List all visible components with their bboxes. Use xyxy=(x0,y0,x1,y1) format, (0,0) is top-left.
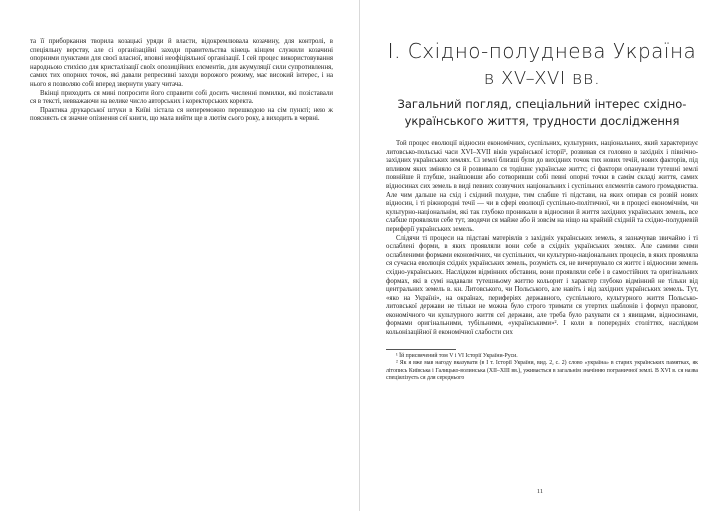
chapter-title-line2: в XV–XVІ вв. xyxy=(483,68,601,89)
footnote-divider xyxy=(386,349,456,350)
footnote: ² Як я вже мав нагоду вказувати (в І т. Історії України, вид. 2, с. 2) слово «україна» в старих українських памятках, як літопись Київська і Галицько-волинська (XII–XIII вв.), уживається в загальнім значінню пограничної землі. В XVI в. ся назва спеціялізуєть ся для середнього xyxy=(386,360,698,382)
body-paragraph: Той процес еволюції відносин економічних, суспільних, культурних, національних, який характеризує литовсько-польські часи XVI–XVII віків української історії¹, розвивав ся головно в західніх і північно-західних українських землях. Сі землі близші були до вихідних точок тих нових течій, нових факторів, під впливом яких зміняло ся й розвивало ся тодішнє українське життє; сі фактори опанували тутешні землі повнійше й глубше, знайшовши або сотворивши собі певні опорні точки в самім складі життя, самих відносинах сих земель в виді певних созвучних національних і суспільних елєментів самого громадянства. Але чим дальше на схід і східний полудне, тим слабше ті підстави, на яких опирав ся розвій нових відносин, і ті ріжнородні течії — чи в сфері еволюції суспільно-політичної, чи в процесі економічнім, чи культурно-національнім, які так глубоко проникали в відносини й життя західних українських земель, все слабше проявляли себе тут, зводячи ся майже або й зовсім на ніщо на крайній східній та східно-полудневій периферії українських земель. xyxy=(386,140,698,233)
footnote: ¹ Їй присвячений том V і VI Історії України-Руси. xyxy=(396,352,518,359)
page-number: 11 xyxy=(536,488,544,495)
chapter-title-line1: І. Східно-полуднева Україна xyxy=(387,39,697,63)
left-paragraph: Практика друкарської штуки в Київі зістала ся непереможно перешкодою на сім пункті; нею ж поясняєть ся значне опізнення сеї книги, що мала вийти ще в лютім сього року, а виходить в червні. xyxy=(30,106,333,123)
chapter-title xyxy=(386,38,698,92)
left-paragraph: та її приборкання творила козацькі уряди й власти, відокремлювала козачину, для контролі, в спеціяльну верству, але сі організаційні заходи правительства кінець кінцем служили козачині опорними пунктами для своєї власної, вповні неофіціяльної організації. І сей процес використовування народньою стихією для кристалізації своїх опозиційних елєментів, для акумуляції сили супротивлення, самих тих опорних точок, які давали репресивні заходи ворожого режиму, має високий інтерес, і на нього я позволяю собі вперед звернути увагу читача. xyxy=(30,38,333,88)
chapter-subtitle: Загальний погляд, спеціальний інтерес східно-українського життя, трудности дослідження xyxy=(397,97,687,128)
left-paragraph: Вкінці приходить ся мині попросити його справити собі досить численні помилки, які позіставали ся в тексті, невважаючи на велике число авторських і коректорських коректа. xyxy=(30,89,333,106)
right-page xyxy=(360,0,720,511)
footnotes xyxy=(386,346,698,383)
body-paragraph: Слідячи ті процеси на підставі матеріялів з західніх українських земель, я зазначував звичайно і ті ослаблені форми, в яких проявляли вони себе в східніх українських землях. Але самими сими ослабленими формами економічних, чи суспільних, чи культурно-національних процесів, в яких проявляла ся сучасна еволюція східніх українських земель, розумієть ся, не вичерпувало ся життє і відносини земель східно-українських. Наслідком відмінних обставин, вони проявляли себе і в самостійних та оригінальних формах, які в сумі надавали тутешньому життю кольорит і характер глубоко відмінний не тільки від центральних земель в. кн. Литовського, чи Польського, але навіть і від західних українських земель. Тут, «яко на Україні», на окраїнах, периферіях державного, суспільного, культурного життя Польсько-литовської держави не тільки не можна було строго тримати ся утертих шаблонів і формул правовог, економічного чи культурного життя сеї держави, але треба було рахувати ся з явищами, відносинами, формами оригінальними, тубільними, «українськими»². І коли в попередніх століттях, наслідком кольонізаційної й економічної слабости сих xyxy=(386,234,698,337)
